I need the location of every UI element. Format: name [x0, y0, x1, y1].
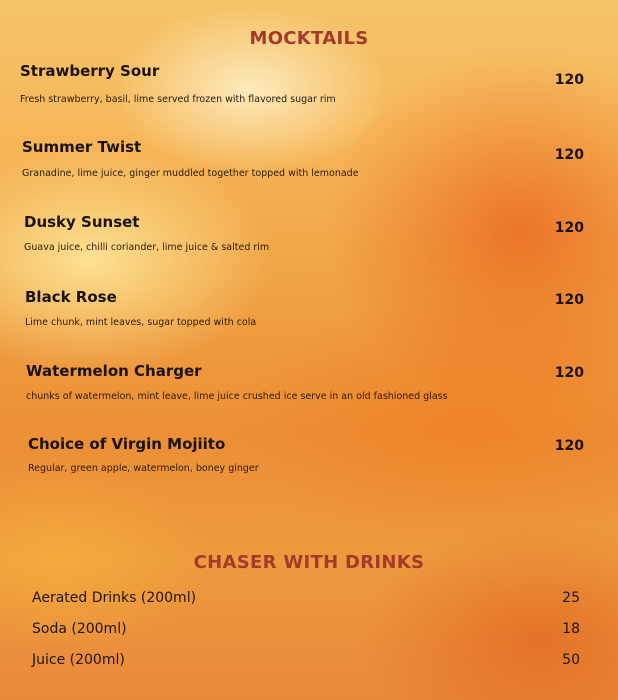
chaser-item-price: 18 — [562, 621, 580, 637]
item-price: 120 — [554, 220, 584, 236]
chaser-heading: CHASER WITH DRINKS — [193, 552, 425, 573]
list-item — [0, 621, 618, 645]
item-name: Strawberry Sour — [20, 62, 160, 80]
mocktails-heading: MOCKTAILS — [249, 28, 369, 49]
menu-item — [0, 62, 618, 122]
menu-item — [0, 362, 618, 422]
item-price: 120 — [554, 147, 584, 163]
menu-item — [0, 288, 618, 348]
item-name: Dusky Sunset — [24, 213, 140, 231]
chaser-item-name: Soda (200ml) — [32, 621, 127, 637]
chaser-item-price: 25 — [562, 590, 580, 606]
item-description: Guava juice, chilli coriander, lime juice & salted rim — [24, 242, 270, 253]
list-item — [0, 652, 618, 676]
item-name: Watermelon Charger — [26, 362, 202, 380]
item-name: Black Rose — [25, 288, 117, 306]
chaser-item-price: 50 — [562, 652, 580, 668]
menu-item — [0, 213, 618, 273]
item-name: Choice of Virgin Mojiito — [28, 435, 226, 453]
item-description: chunks of watermelon, mint leave, lime juice crushed ice serve in an old fashioned glass — [26, 391, 448, 402]
item-price: 120 — [554, 72, 584, 88]
item-price: 120 — [554, 365, 584, 381]
menu-item — [0, 435, 618, 495]
item-name: Summer Twist — [22, 138, 142, 156]
list-item — [0, 590, 618, 614]
item-price: 120 — [554, 292, 584, 308]
item-description: Granadine, lime juice, ginger muddled together topped with lemonade — [22, 168, 359, 179]
item-price: 120 — [554, 438, 584, 454]
menu-item — [0, 138, 618, 198]
item-description: Fresh strawberry, basil, lime served frozen with flavored sugar rim — [20, 94, 336, 105]
item-description: Lime chunk, mint leaves, sugar topped with cola — [25, 317, 257, 328]
chaser-item-name: Aerated Drinks (200ml) — [32, 590, 197, 606]
item-description: Regular, green apple, watermelon, boney ginger — [28, 463, 259, 474]
chaser-item-name: Juice (200ml) — [32, 652, 125, 668]
